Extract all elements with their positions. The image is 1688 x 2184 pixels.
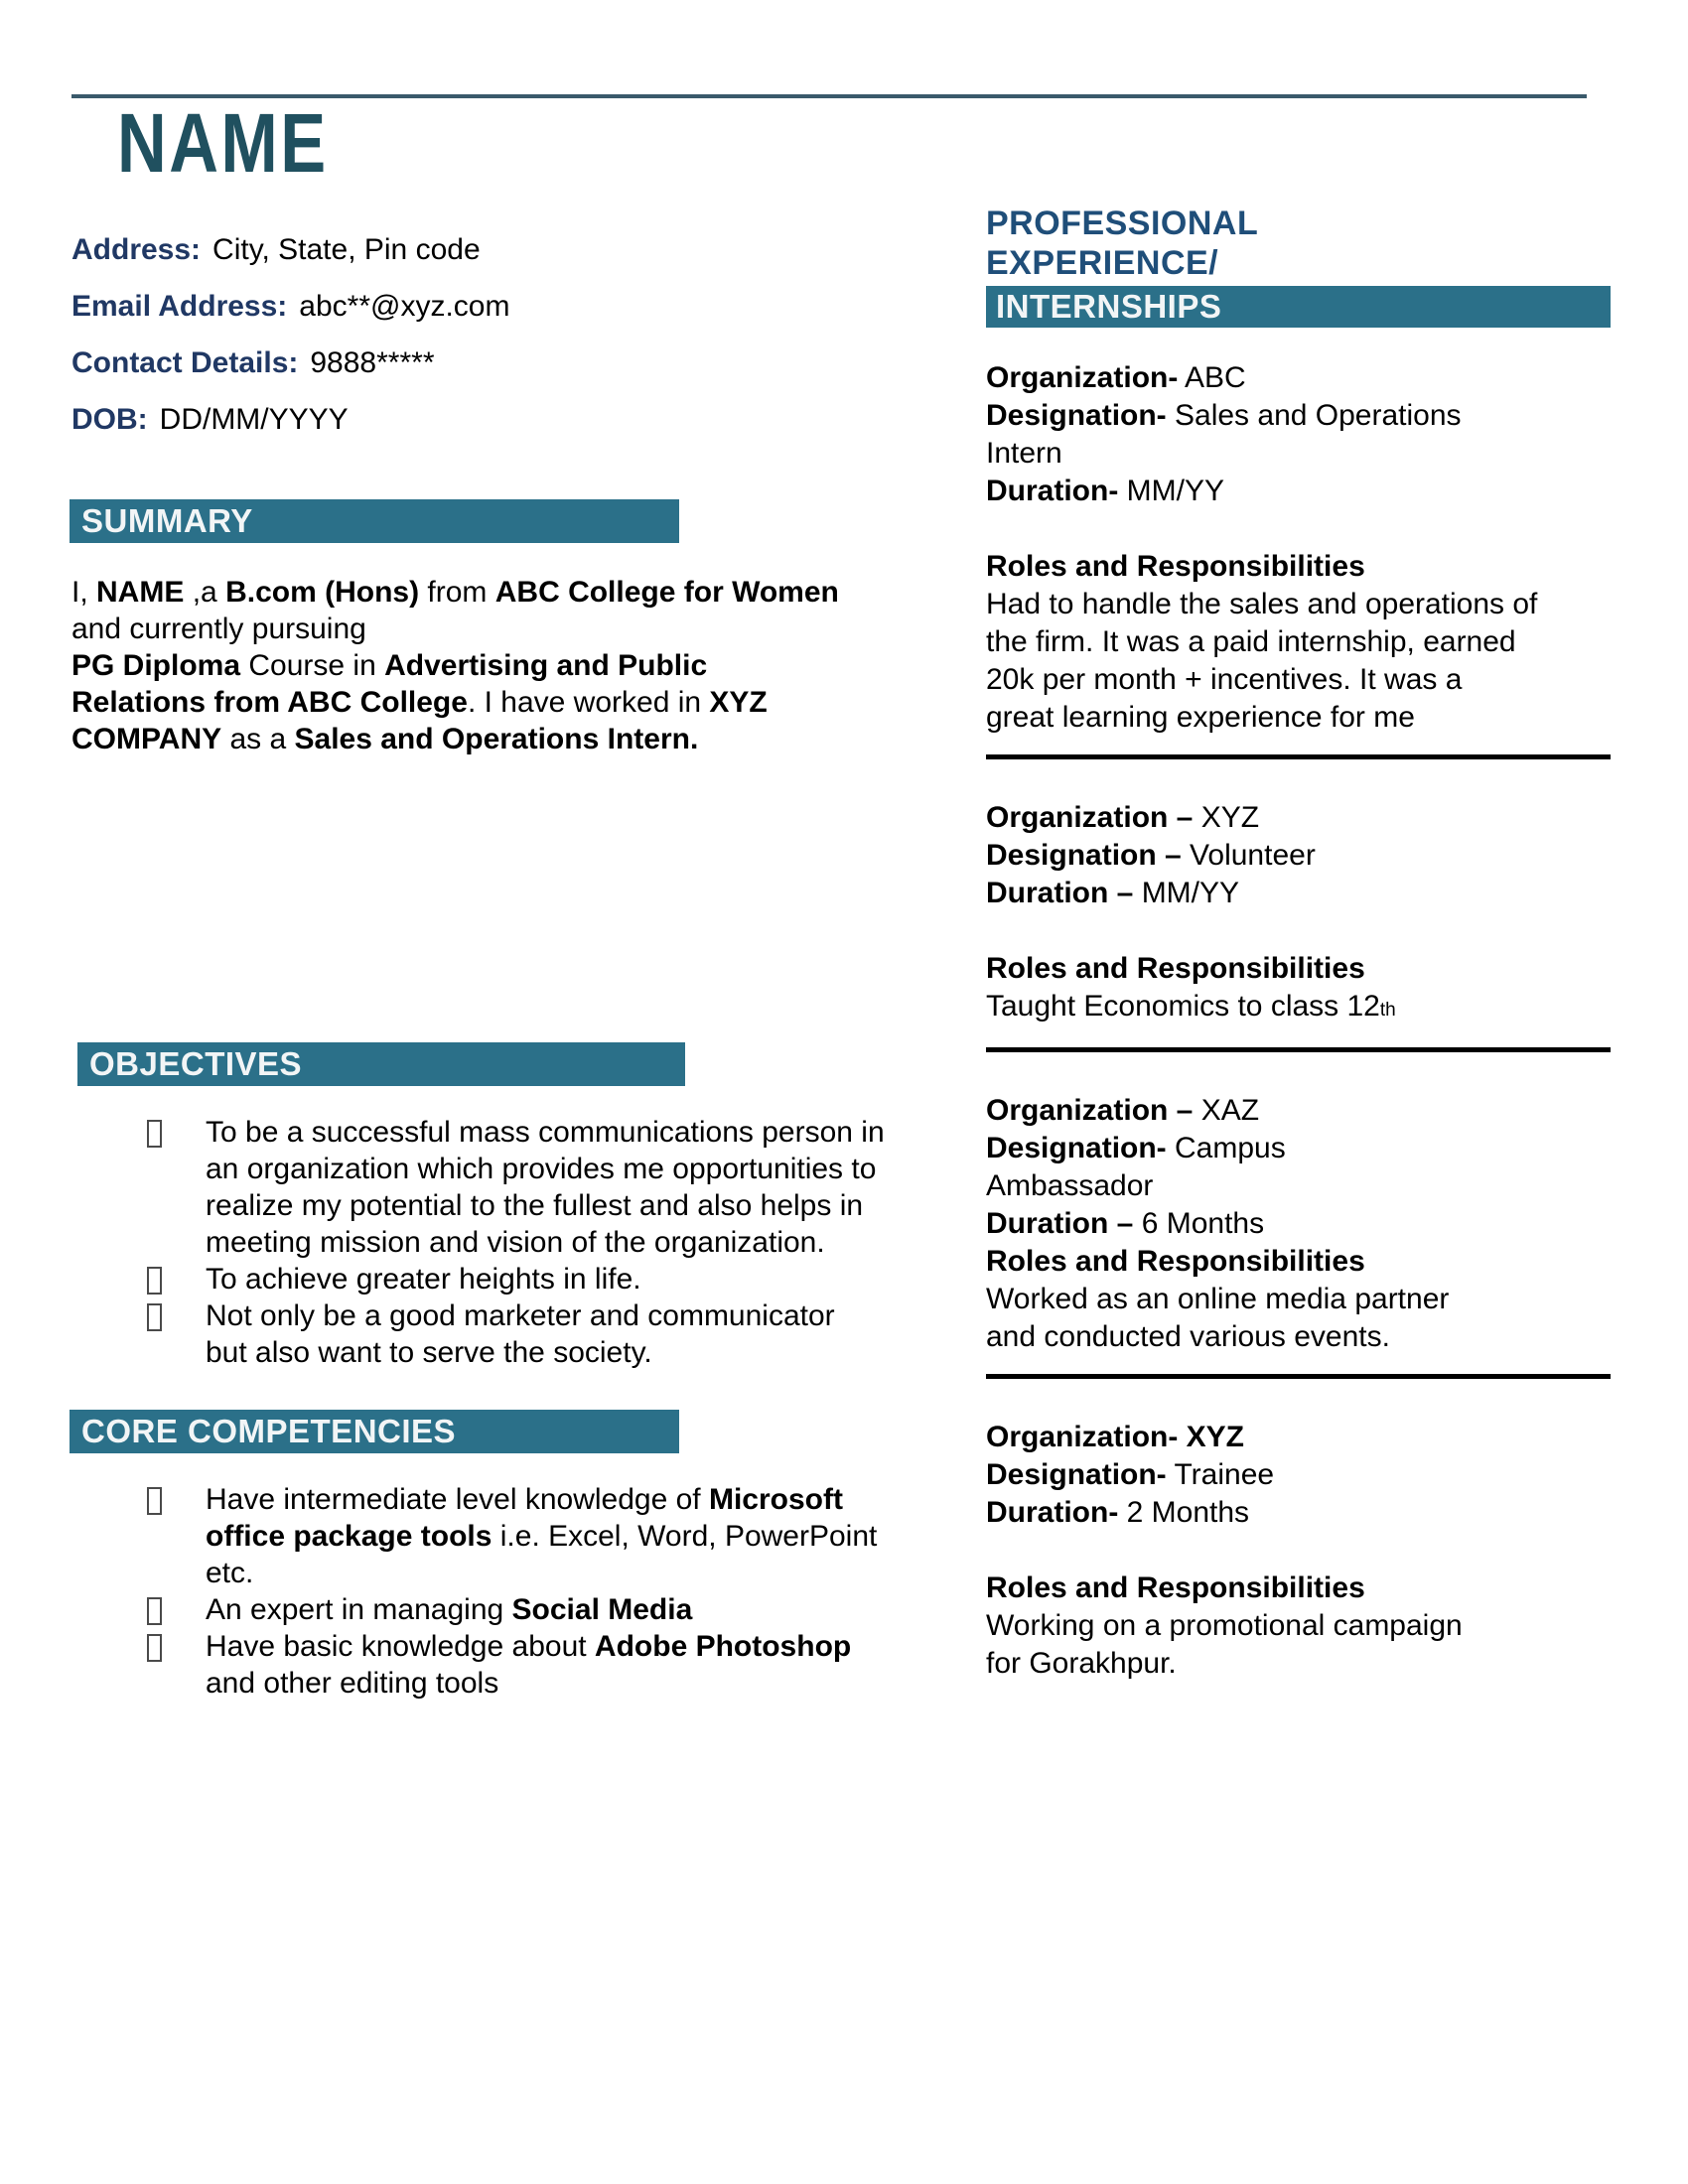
entry-spacer [986, 510, 1612, 548]
core-competencies-list [147, 1481, 941, 1702]
entry-field-line: Designation – Volunteer [986, 839, 1316, 872]
contact-label: Email Address: [71, 290, 288, 323]
roles-heading: Roles and Responsibilities [986, 550, 1365, 583]
list-item-text: Not only be a good marketer and communicator but also want to serve the society. [206, 1299, 835, 1369]
list-item [147, 1114, 941, 1261]
entry-spacer [986, 1532, 1612, 1570]
entry-field-line: Organization- ABC [986, 361, 1246, 394]
objectives-section-title: OBJECTIVES [89, 1045, 303, 1082]
experience-heading-line2: EXPERIENCE/ [986, 244, 1219, 282]
entry-separator [986, 1374, 1611, 1379]
entry-field-line: Duration – MM/YY [986, 877, 1240, 909]
summary-section-title: SUMMARY [81, 502, 253, 539]
list-item-text: To achieve greater heights in life. [206, 1263, 641, 1296]
contact-value: 9888***** [310, 346, 435, 379]
bullet-box-glyph [147, 1267, 162, 1295]
entry-field-line: Organization – XAZ [986, 1094, 1260, 1127]
entry-field-line: Designation- Sales and Operations Intern [986, 399, 1462, 470]
entry-description: Had to handle the sales and operations of the firm. It was a paid internship, earned 20k per month + incentives. It was a great learning experience for me [986, 588, 1538, 734]
internships-banner-label: INTERNSHIPS [996, 288, 1222, 325]
contact-value: abc**@xyz.com [299, 290, 510, 323]
summary-section-header [70, 499, 679, 543]
list-item [147, 1591, 941, 1628]
contact-value: DD/MM/YYYY [159, 403, 349, 436]
entry-fields [986, 359, 1612, 510]
contact-label: Contact Details: [71, 346, 299, 379]
contact-row [71, 344, 925, 382]
list-item-text: Have basic knowledge about Adobe Photoshop and other editing tools [206, 1630, 852, 1700]
experience-entry [986, 799, 1612, 1052]
entry-field-line: Designation- Trainee [986, 1458, 1275, 1491]
list-item [147, 1628, 941, 1702]
entry-fields [986, 1092, 1612, 1243]
roles-heading: Roles and Responsibilities [986, 1245, 1365, 1278]
entry-description: Worked as an online media partner and conducted various events. [986, 1283, 1450, 1353]
entry-field-line: Duration – 6 Months [986, 1207, 1265, 1240]
entry-separator [986, 754, 1611, 759]
page-title: NAME [117, 96, 329, 190]
experience-heading [986, 204, 1612, 283]
entry-field-line: Organization – XYZ [986, 801, 1260, 834]
entry-field-line: Duration- 2 Months [986, 1496, 1250, 1529]
list-item-text: Have intermediate level knowledge of Microsoft office package tools i.e. Excel, Word, PowerPoint etc. [206, 1483, 878, 1589]
bullet-box-glyph [147, 1487, 162, 1515]
entry-spacer [986, 912, 1612, 950]
bullet-box-glyph [147, 1120, 162, 1148]
experience-entry [986, 359, 1612, 759]
bullet-box-glyph [147, 1634, 162, 1662]
experience-entries [986, 359, 1612, 1683]
contact-row [71, 288, 925, 326]
entry-field-line: Duration- MM/YY [986, 475, 1224, 507]
entry-separator [986, 1047, 1611, 1052]
list-item [147, 1261, 941, 1297]
list-item [147, 1481, 941, 1591]
internships-banner [986, 286, 1611, 328]
entry-description: Taught Economics to class 12th [986, 990, 1396, 1023]
entry-field-line: Designation- Campus Ambassador [986, 1132, 1286, 1202]
roles-heading: Roles and Responsibilities [986, 952, 1365, 985]
list-item [147, 1297, 941, 1371]
bullet-box-glyph [147, 1597, 162, 1625]
objectives-section-header [77, 1042, 685, 1086]
experience-entry [986, 1092, 1612, 1379]
entry-fields [986, 799, 1612, 912]
contact-label: Address: [71, 233, 202, 266]
experience-entry [986, 1419, 1612, 1683]
entry-field-line: Organization- XYZ [986, 1421, 1245, 1453]
contact-value: City, State, Pin code [212, 233, 481, 266]
contact-block [71, 231, 925, 458]
experience-heading-line1: PROFESSIONAL [986, 205, 1259, 242]
bullet-box-glyph [147, 1303, 162, 1331]
experience-column [986, 204, 1612, 1683]
entry-fields [986, 1419, 1612, 1532]
contact-label: DOB: [71, 403, 148, 436]
objectives-list [147, 1114, 941, 1371]
contact-row [71, 401, 925, 439]
core-competencies-section-header [70, 1410, 679, 1453]
list-item-text: An expert in managing Social Media [206, 1593, 693, 1626]
list-item-text: To be a successful mass communications person in an organization which provides me opportunities to realize my potential to the fullest and also helps in meeting mission and vision of the organization. [206, 1116, 885, 1259]
core-competencies-section-title: CORE COMPETENCIES [81, 1413, 457, 1449]
entry-description: Working on a promotional campaign for Gorakhpur. [986, 1609, 1463, 1680]
summary-paragraph: I, NAME ,a B.com (Hons) from ABC College for Women and currently pursuing PG Diploma Course in Advertising and Public Relations from ABC College. I have worked in XYZ COMPANY as a Sales and Operations Intern. [71, 576, 839, 755]
roles-heading: Roles and Responsibilities [986, 1571, 1365, 1604]
contact-row [71, 231, 925, 269]
